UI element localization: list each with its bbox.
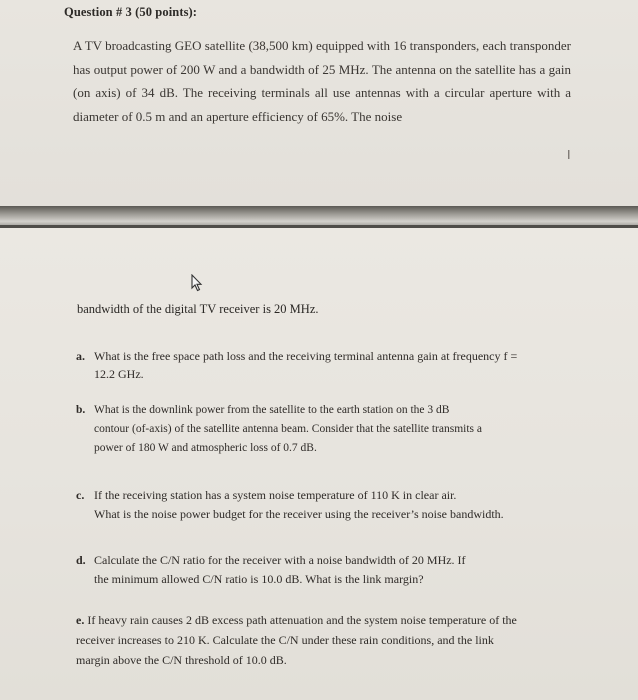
part-c-line-1: If the receiving station has a system noise temperature of 110 K in clear air. [94, 488, 457, 502]
page-divider [0, 206, 638, 228]
part-e-label: e. [76, 613, 85, 627]
part-e-line-2: receiver increases to 210 K. Calculate the C/N under these rain conditions, and the link [76, 633, 494, 647]
part-b [76, 401, 556, 458]
part-c [76, 486, 596, 524]
part-e-line-1: If heavy rain causes 2 dB excess path attenuation and the system noise temperature of the [87, 613, 517, 627]
part-b-label: b. [76, 404, 86, 416]
part-a-line-1: What is the free space path loss and the receiving terminal antenna gain at frequency f = [94, 349, 518, 363]
part-c-line-2: What is the noise power budget for the receiver using the receiver’s noise bandwidth. [94, 507, 504, 521]
part-d-line-1: Calculate the C/N ratio for the receiver with a noise bandwidth of 20 MHz. If [94, 553, 466, 567]
part-d-line-2: the minimum allowed C/N ratio is 10.0 dB. What is the link margin? [94, 572, 424, 586]
part-a [76, 347, 576, 382]
part-b-line-2: contour (of-axis) of the satellite antenna beam. Consider that the satellite transmits a [94, 423, 483, 435]
part-d [76, 551, 596, 589]
page-top [0, 0, 638, 207]
part-e-line-3: margin above the C/N threshold of 10.0 dB. [76, 653, 287, 667]
text-cursor-icon: I [567, 148, 571, 162]
question-intro: A TV broadcasting GEO satellite (38,500 km) equipped with 16 transponders, each transponder has output power of 200 W and a bandwidth of 25 MHz. The antenna on the satellite has a gain (on axis) of 34 dB. The receiving terminals all use antennas with a circular aperture with a diameter of 0.5 m and an aperture efficiency of 65%. The noise [73, 38, 571, 124]
question-continuation: bandwidth of the digital TV receiver is 20 MHz. [77, 302, 319, 316]
part-d-label: d. [76, 553, 86, 567]
arrow-cursor-icon [190, 274, 204, 292]
part-e [76, 610, 566, 670]
part-c-label: c. [76, 488, 85, 502]
part-b-line-1: What is the downlink power from the satellite to the earth station on the 3 dB [94, 404, 450, 416]
part-b-line-3: power of 180 W and atmospheric loss of 0.7 dB. [94, 442, 317, 454]
question-title: Question # 3 (50 points): [64, 5, 198, 19]
part-a-line-2: 12.2 GHz. [94, 367, 144, 381]
part-a-label: a. [76, 349, 85, 363]
